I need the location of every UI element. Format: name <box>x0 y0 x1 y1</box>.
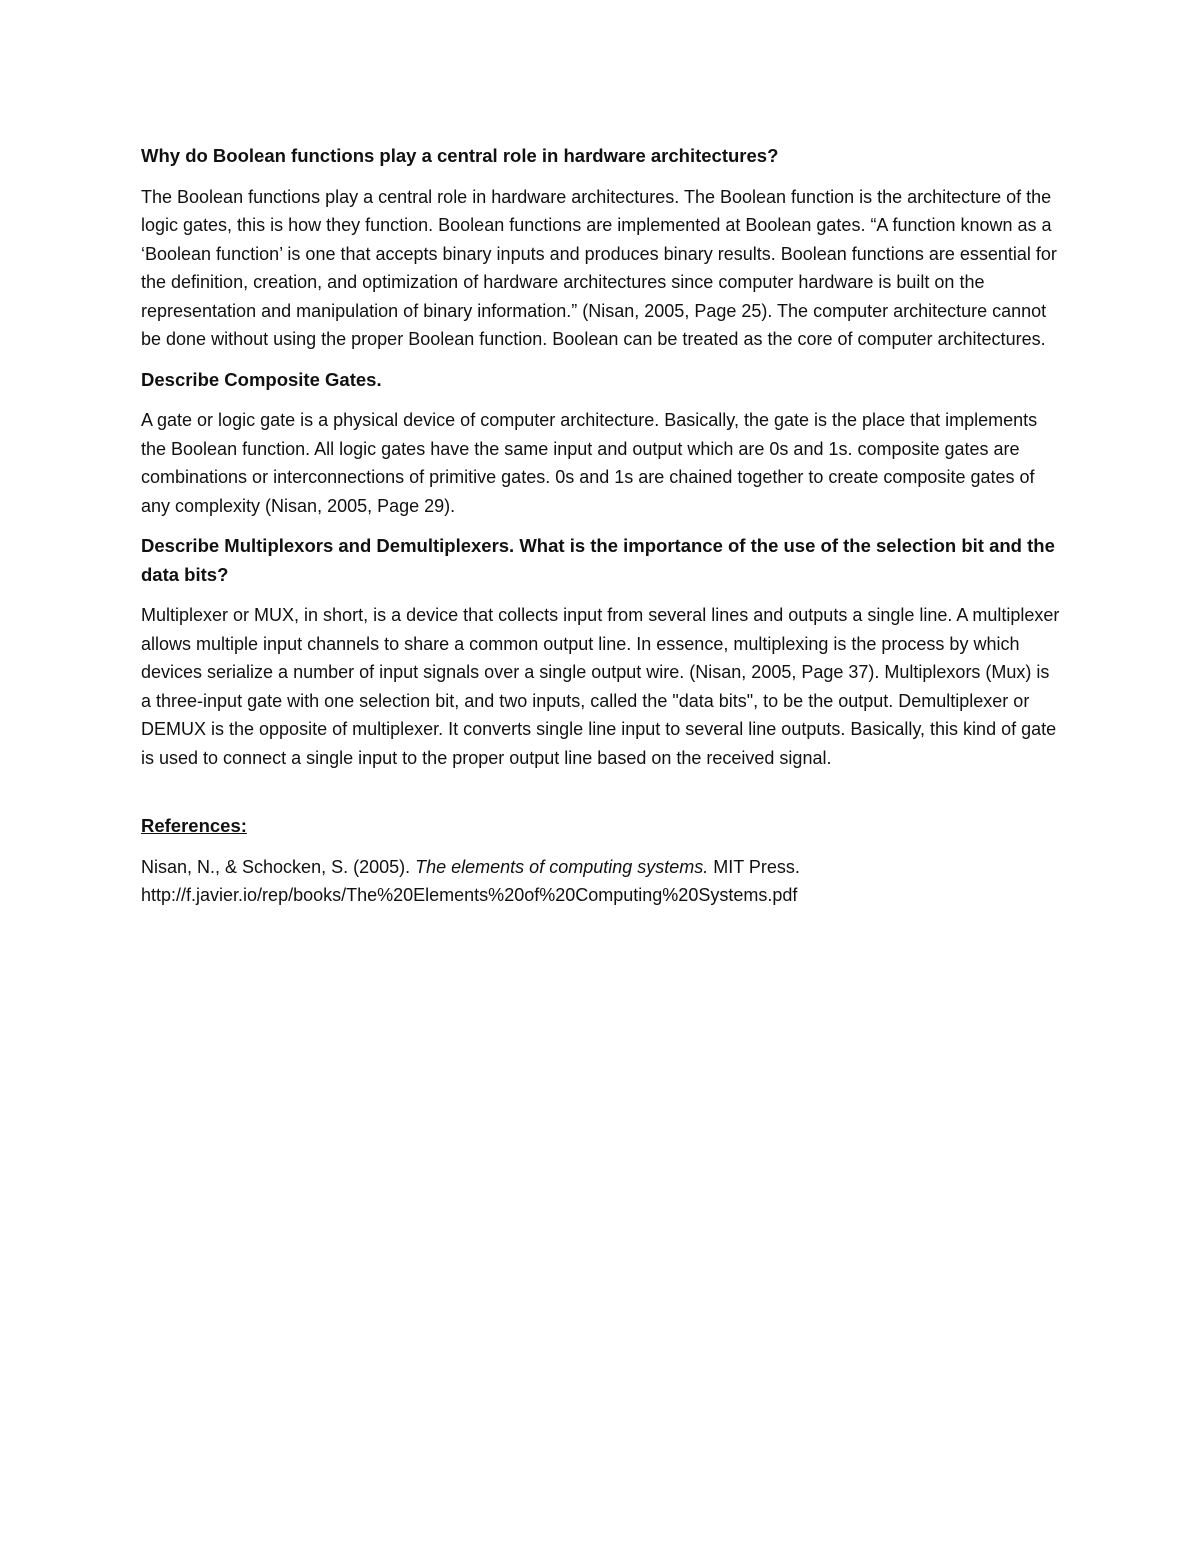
reference-publisher: MIT Press. <box>708 856 800 877</box>
section-heading-boolean-functions: Why do Boolean functions play a central role in hardware architectures? <box>141 145 779 166</box>
section-body-multiplexors: Multiplexer or MUX, in short, is a device that collects input from several lines and outputs a single line. A multiplexer allows multiple input channels to share a common output line. In essence, multiplexing is the process by which devices serialize a number of input signals over a single output wire. (Nisan, 2005, Page 37). Multiplexors (Mux) is a three-input gate with one selection bit, and two inputs, called the "data bits", to be the output. Demultiplexer or DEMUX is the opposite of multiplexer. It converts single line input to several line outputs. Basically, this kind of gate is used to connect a single input to the proper output line based on the received signal. <box>141 605 1060 768</box>
reference-book-title: The elements of computing systems. <box>415 856 709 877</box>
document-body <box>141 142 1061 910</box>
references-heading: References: <box>141 815 247 836</box>
reference-authors-year: Nisan, N., & Schocken, S. (2005). <box>141 856 416 877</box>
reference-entry <box>141 853 1061 910</box>
section-heading-multiplexors: Describe Multiplexors and Demultiplexers. What is the importance of the use of the selection bit and the data bits? <box>141 535 1055 585</box>
section-body-boolean-functions: The Boolean functions play a central role in hardware architectures. The Boolean function is the architecture of the logic gates, this is how they function. Boolean functions are implemented at Boolean gates. “A function known as a ‘Boolean function’ is one that accepts binary inputs and produces binary results. Boolean functions are essential for the definition, creation, and optimization of hardware architectures since computer hardware is built on the representation and manipulation of binary information.” (Nisan, 2005, Page 25). The computer architecture cannot be done without using the proper Boolean function. Boolean can be treated as the core of computer architectures. <box>141 186 1057 349</box>
section-body-composite-gates: A gate or logic gate is a physical device of computer architecture. Basically, the gate is the place that implements the Boolean function. All logic gates have the same input and output which are 0s and 1s. composite gates are combinations or interconnections of primitive gates. 0s and 1s are chained together to create composite gates of any complexity (Nisan, 2005, Page 29). <box>141 410 1038 516</box>
section-heading-composite-gates: Describe Composite Gates. <box>141 368 382 390</box>
reference-url[interactable]: http://f.javier.io/rep/books/The%20Elements%20of%20Computing%20Systems.pdf <box>141 885 798 905</box>
